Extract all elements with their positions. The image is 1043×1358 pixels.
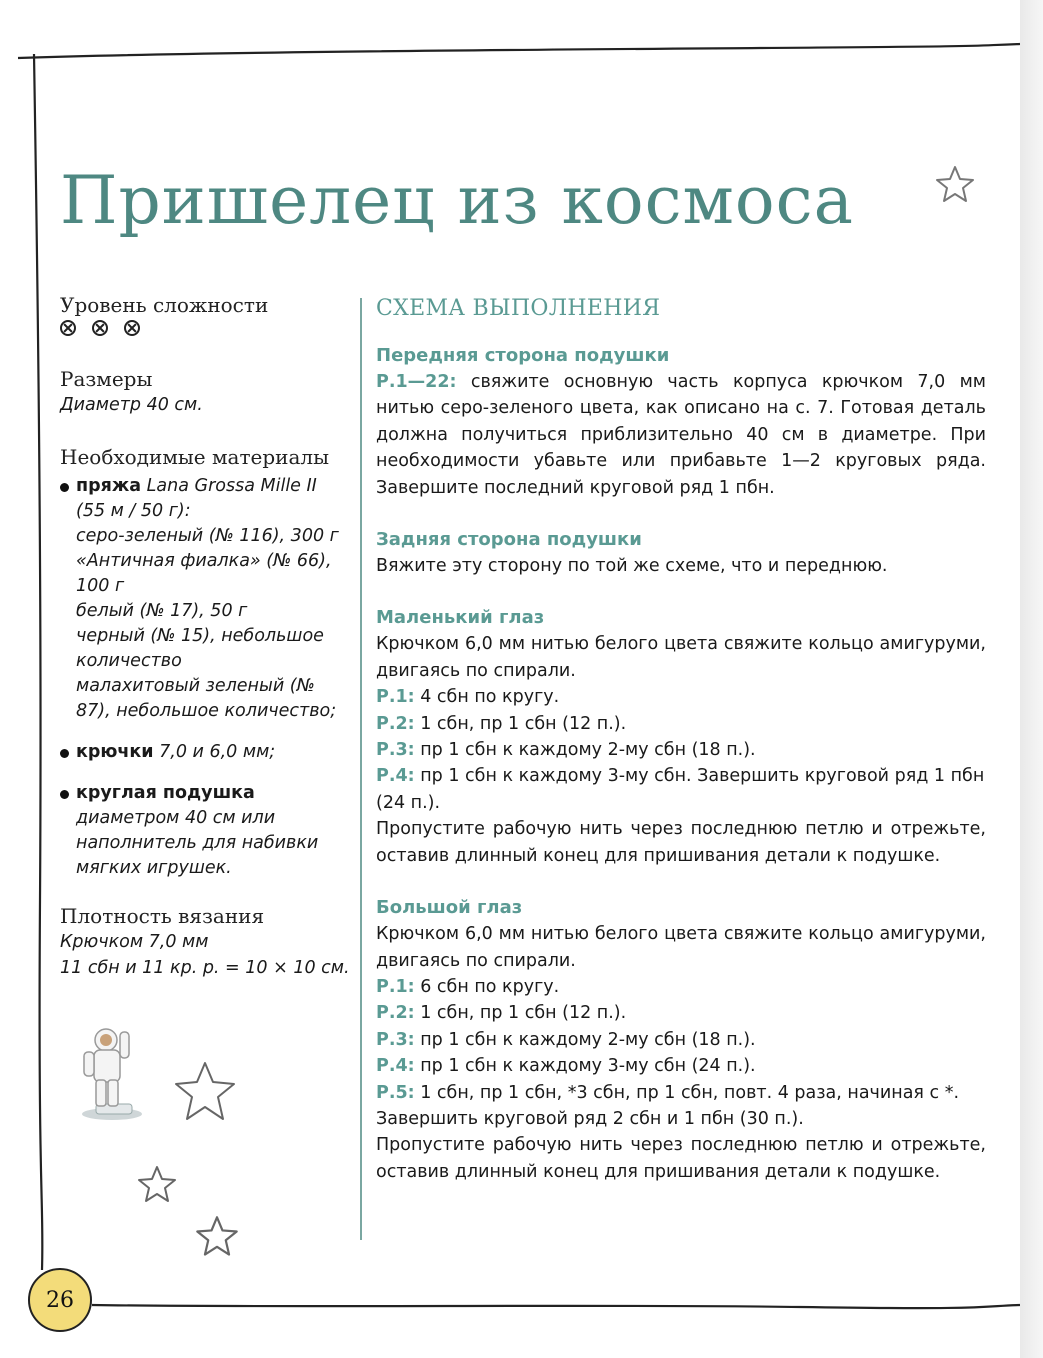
- row-text: 1 сбн, пр 1 сбн (12 п.).: [420, 713, 627, 734]
- material-name: пряжа: [76, 476, 142, 496]
- page-title: Пришелец из космоса: [60, 162, 854, 239]
- small-eye-heading: Маленький глаз: [376, 607, 545, 629]
- yarn-color: черный (№ 15), небольшое количество: [76, 626, 324, 671]
- difficulty-heading: Уровень сложности: [60, 293, 269, 317]
- row-text: пр 1 сбн к каждому 2-му сбн (18 п.).: [420, 740, 756, 761]
- difficulty-section: [60, 292, 350, 336]
- column-divider: [360, 298, 362, 1240]
- yarn-color: белый (№ 17), 50 г: [76, 601, 248, 621]
- row-text: 1 сбн, пр 1 сбн (12 п.).: [420, 1003, 627, 1024]
- row-label: Р.2:: [376, 713, 415, 734]
- difficulty-rating: [60, 320, 350, 336]
- row-label: Р.1:: [376, 976, 415, 997]
- size-section: [60, 366, 350, 418]
- row-text: пр 1 сбн к каждому 3-му сбн. Завершить круговой ряд 1 пбн (24 п.).: [376, 766, 985, 813]
- pattern-row: [376, 1027, 986, 1053]
- star-outline-icon: [136, 1164, 178, 1206]
- small-eye-intro: Крючком 6,0 мм нитью белого цвета свяжите кольцо амигуруми, двигаясь по спирали.: [376, 634, 986, 681]
- yarn-color: серо-зеленый (№ 116), 300 г: [76, 526, 339, 546]
- gauge-line: Крючком 7,0 мм: [60, 932, 209, 952]
- left-column: [60, 292, 350, 981]
- scheme-heading: СХЕМА ВЫПОЛНЕНИЯ: [376, 296, 661, 321]
- pattern-row: [376, 711, 986, 737]
- front-side-text: [376, 369, 986, 501]
- small-eye-outro: Пропустите рабочую нить через последнюю петлю и отрежьте, оставив длинный конец для пришивания детали к подушке.: [376, 819, 986, 866]
- big-eye-outro: Пропустите рабочую нить через последнюю петлю и отрежьте, оставив длинный конец для пришивания детали к подушке.: [376, 1135, 986, 1182]
- gauge-section: [60, 903, 350, 981]
- list-item: [60, 781, 350, 881]
- material-name: крючки: [76, 742, 154, 762]
- row-label: Р.2:: [376, 1003, 415, 1024]
- yarn-color: «Античная фиалка» (№ 66), 100 г: [76, 551, 332, 596]
- row-text: 6 сбн по кругу.: [420, 976, 560, 997]
- row-text: 1 сбн, пр 1 сбн, *3 сбн, пр 1 сбн, повт. 4 раза, начиная с *. Завершить круговой ряд 2 сбн и 1 пбн (30 п.).: [376, 1082, 960, 1129]
- pattern-row: [376, 1080, 986, 1133]
- materials-list: [60, 474, 350, 881]
- row-text: 4 сбн по кругу.: [420, 687, 560, 708]
- star-outline-icon: [934, 164, 976, 206]
- big-eye-heading: Большой глаз: [376, 897, 523, 919]
- size-value: Диаметр 40 см.: [60, 395, 203, 415]
- pattern-row: [376, 1000, 986, 1026]
- back-side-heading: Задняя сторона подушки: [376, 529, 642, 551]
- yarn-color: малахитовый зеленый (№ 87), небольшое количество;: [76, 676, 337, 721]
- list-item: [60, 740, 350, 765]
- pattern-row: [376, 737, 986, 763]
- material-name: круглая подушка: [76, 783, 255, 803]
- list-item: [60, 474, 350, 724]
- pattern-row: [376, 684, 986, 710]
- ball-icon: [60, 320, 76, 336]
- material-desc: 7,0 и 6,0 мм;: [159, 742, 276, 762]
- back-side-section: [376, 527, 986, 579]
- row-label: Р.4:: [376, 1056, 415, 1077]
- front-side-section: [376, 343, 986, 501]
- front-side-heading: Передняя сторона подушки: [376, 345, 670, 366]
- star-outline-icon: [194, 1214, 240, 1260]
- page-number: 26: [28, 1268, 92, 1332]
- material-desc: диаметром 40 см или наполнитель для набивки мягких игрушек.: [76, 808, 319, 878]
- materials-heading: Необходимые материалы: [60, 445, 330, 469]
- gauge-heading: Плотность вязания: [60, 904, 265, 928]
- pattern-row: [376, 763, 986, 816]
- row-label: Р.3:: [376, 1029, 415, 1050]
- material-desc: Lana Grossa Mille II (55 м / 50 г):: [76, 476, 317, 521]
- ball-icon: [92, 320, 108, 336]
- row-label: Р.4:: [376, 766, 415, 787]
- row-label: Р.1—22:: [376, 372, 457, 392]
- astronaut-figure-icon: [76, 1026, 148, 1122]
- ball-icon: [124, 320, 140, 336]
- row-text: пр 1 сбн к каждому 3-му сбн (24 п.).: [420, 1056, 756, 1077]
- pattern-row: [376, 974, 986, 1000]
- row-label: Р.5:: [376, 1082, 415, 1103]
- row-label: Р.3:: [376, 740, 415, 761]
- big-eye-intro: Крючком 6,0 мм нитью белого цвета свяжите кольцо амигуруми, двигаясь по спирали.: [376, 924, 986, 971]
- gauge-line: 11 сбн и 11 кр. р. = 10 × 10 см.: [60, 958, 350, 978]
- big-eye-section: [376, 895, 986, 1185]
- pattern-row: [376, 1053, 986, 1079]
- small-eye-section: [376, 605, 986, 869]
- row-text: пр 1 сбн к каждому 2-му сбн (18 п.).: [420, 1029, 756, 1050]
- right-column: [376, 296, 986, 1211]
- row-text: свяжите основную часть корпуса крючком 7,0 мм нитью серо-зеленого цвета, как описано на с. 7. Готовая деталь должна получиться приблизительно 40 см в диаметре. При необходимости убавьте или прибавьте 1—2 круговых ряда. Завершите последний круговой ряд 1 пбн.: [376, 372, 986, 498]
- back-side-text: Вяжите эту сторону по той же схеме, что и переднюю.: [376, 556, 888, 577]
- row-label: Р.1:: [376, 687, 415, 708]
- materials-section: [60, 444, 350, 881]
- size-heading: Размеры: [60, 367, 153, 391]
- star-outline-icon: [172, 1060, 238, 1124]
